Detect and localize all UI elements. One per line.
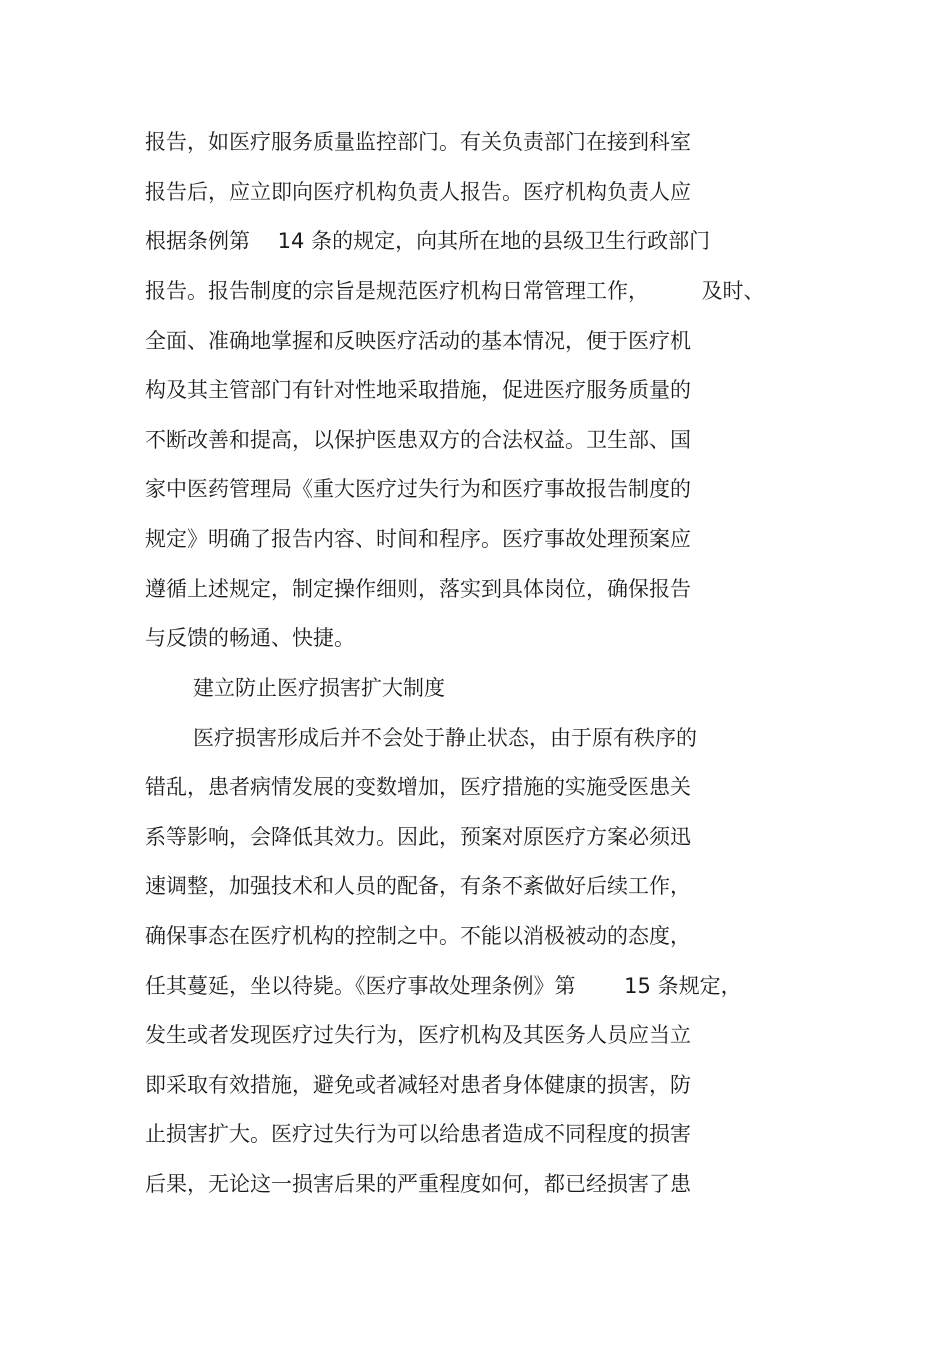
text-line: 止损害扩大。医疗过失行为可以给患者造成不同程度的损害 xyxy=(145,1122,691,1146)
text-line: 任其蔓延，坐以待毙。《医疗事故处理条例》第 15 条规定， xyxy=(145,974,742,998)
text-line: 与反馈的畅通、快捷。 xyxy=(145,626,355,650)
text-line: 构及其主管部门有针对性地采取措施，促进医疗服务质量的 xyxy=(145,378,691,402)
text-line: 错乱，患者病情发展的变数增加，医疗措施的实施受医患关 xyxy=(145,775,691,799)
text-line: 遵循上述规定，制定操作细则，落实到具体岗位，确保报告 xyxy=(145,577,691,601)
text-line: 后果，无论这一损害后果的严重程度如何，都已经损害了患 xyxy=(145,1172,691,1196)
text-line: 报告后，应立即向医疗机构负责人报告。医疗机构负责人应 xyxy=(145,180,691,204)
text-line: 报告，如医疗服务质量监控部门。有关负责部门在接到科室 xyxy=(145,130,691,154)
text-line: 规定》明确了报告内容、时间和程序。医疗事故处理预案应 xyxy=(145,527,691,551)
text-line: 发生或者发现医疗过失行为，医疗机构及其医务人员应当立 xyxy=(145,1023,691,1047)
text-line: 不断改善和提高，以保护医患双方的合法权益。卫生部、国 xyxy=(145,428,691,452)
text-line: 根据条例第 14 条的规定，向其所在地的县级卫生行政部门 xyxy=(145,229,711,253)
text-line: 即采取有效措施，避免或者减轻对患者身体健康的损害，防 xyxy=(145,1073,691,1097)
text-line: 医疗损害形成后并不会处于静止状态，由于原有秩序的 xyxy=(193,726,697,750)
text-line: 速调整，加强技术和人员的配备，有条不紊做好后续工作， xyxy=(145,874,691,898)
text-line: 系等影响，会降低其效力。因此，预案对原医疗方案必须迅 xyxy=(145,825,691,849)
text-line: 报告。报告制度的宗旨是规范医疗机构日常管理工作， 及时、 xyxy=(145,279,765,303)
text-line: 全面、准确地掌握和反映医疗活动的基本情况，便于医疗机 xyxy=(145,329,691,353)
text-line: 家中医药管理局《重大医疗过失行为和医疗事故报告制度的 xyxy=(145,477,691,501)
section-heading: 建立防止医疗损害扩大制度 xyxy=(193,676,445,700)
text-line: 确保事态在医疗机构的控制之中。不能以消极被动的态度， xyxy=(145,924,691,948)
